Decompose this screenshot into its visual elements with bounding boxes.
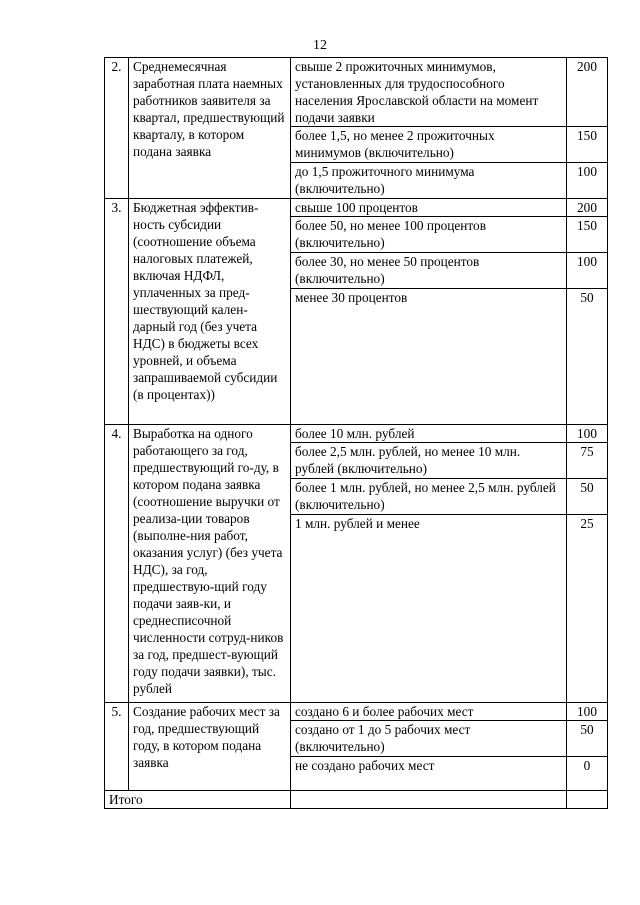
option-text: не создано рабочих мест [291,757,567,791]
option-score: 100 [567,425,608,443]
option-text: менее 30 процентов [291,289,567,425]
option-score: 100 [567,253,608,289]
criterion-row [105,425,608,443]
criterion-name: Выработка на одного работающего за год, предшествующий го-ду, в котором подана заявка (соотношение выручки от реализа-ции товаров (выполне-ния работ, оказания услуг) (без учета НДС), за год, предшествую-щий году подачи заяв-ки, и среднесписочной численности сотруд-ников за год, предшест-вующий году подачи заявки), тыс. рублей [129,425,291,703]
option-score: 150 [567,127,608,163]
criterion-number: 5. [105,703,129,791]
total-label: Итого [105,791,291,809]
option-text: создано 6 и более рабочих мест [291,703,567,721]
option-score: 75 [567,443,608,479]
criterion-row [105,58,608,127]
criterion-name: Среднемесячная заработная плата наемных работников заявителя за квартал, предшествующий кварталу, в котором подана заявка [129,58,291,199]
criterion-row [105,703,608,721]
total-score-empty [567,791,608,809]
option-text: до 1,5 прожиточного минимума (включительно) [291,163,567,199]
criterion-row [105,199,608,217]
option-text: более 2,5 млн. рублей, но менее 10 млн. рублей (включительно) [291,443,567,479]
criterion-number: 2. [105,58,129,199]
criteria-table [104,57,608,809]
option-score: 50 [567,721,608,757]
option-score: 50 [567,289,608,425]
option-score: 200 [567,58,608,127]
criterion-name: Бюджетная эффектив-ность субсидии (соотношение объема налоговых платежей, включая НДФЛ, уплаченных за пред-шествующий кален-дарный год (без учета НДС) в бюджеты всех уровней, и объема запрашиваемой субсидии (в процентах)) [129,199,291,425]
option-text: более 30, но менее 50 процентов (включительно) [291,253,567,289]
option-score: 0 [567,757,608,791]
option-text: свыше 100 процентов [291,199,567,217]
option-text: более 10 млн. рублей [291,425,567,443]
option-text: создано от 1 до 5 рабочих мест (включительно) [291,721,567,757]
criterion-name: Создание рабочих мест за год, предшествующий году, в котором подана заявка [129,703,291,791]
total-row [105,791,608,809]
option-text: более 50, но менее 100 процентов (включительно) [291,217,567,253]
option-text: более 1 млн. рублей, но менее 2,5 млн. рублей (включительно) [291,479,567,515]
criterion-number: 4. [105,425,129,703]
criterion-number: 3. [105,199,129,425]
page-number: 12 [313,38,327,53]
option-text: более 1,5, но менее 2 прожиточных минимумов (включительно) [291,127,567,163]
option-score: 200 [567,199,608,217]
total-value-empty [291,791,567,809]
option-score: 50 [567,479,608,515]
option-text: 1 млн. рублей и менее [291,515,567,703]
option-score: 25 [567,515,608,703]
option-text: свыше 2 прожиточных минимумов, установленных для трудоспособного населения Ярославской области на момент подачи заявки [291,58,567,127]
option-score: 100 [567,163,608,199]
option-score: 100 [567,703,608,721]
option-score: 150 [567,217,608,253]
